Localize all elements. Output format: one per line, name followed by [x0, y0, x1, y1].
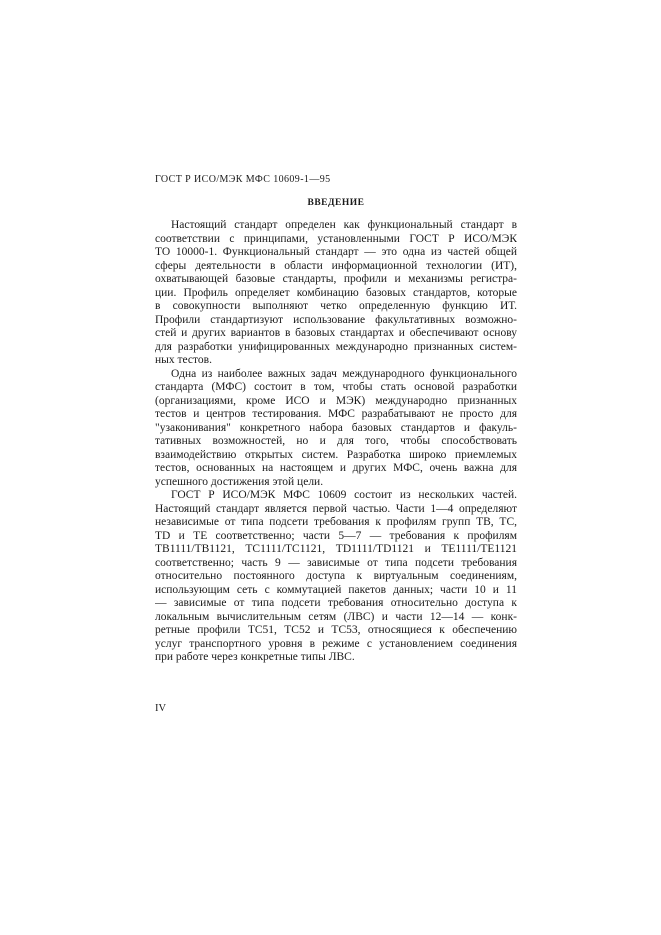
paragraph [155, 489, 517, 665]
paragraph-line: стей и других вариантов в базовых стандартах и обеспечивают основу [155, 327, 517, 339]
paragraph-line: взаимодействию открытых систем. Разработка широко приемлемых [155, 448, 517, 461]
paragraph-line: тестов и центров тестирования. МФС разрабатывают не просто для [155, 408, 517, 420]
paragraph-line: сферы деятельности в области информационной технологии (ИТ), [155, 259, 517, 272]
page-number: IV [155, 703, 167, 714]
document-body [155, 219, 517, 665]
section-title: ВВЕДЕНИЕ [307, 198, 365, 208]
paragraph-line: тестов, основанных на настоящем и других МФС, очень важна для [155, 462, 517, 474]
paragraph-line: использующим сеть с коммутацией пакетов данных; части 10 и 11 [155, 583, 517, 596]
paragraph-line: успешного достижения этой цели. [155, 475, 324, 488]
paragraph-line: соответственно; часть 9 — зависимые от типа подсети требования [155, 556, 517, 569]
paragraph-line: охватывающей базовые стандарты, профили и механизмы регистра- [155, 273, 517, 285]
paragraph-line: ции. Профиль определяет комбинацию базовых стандартов, которые [155, 286, 517, 299]
paragraph-line: при работе через конкретные типы ЛВС. [155, 651, 355, 663]
paragraph-line: Настоящий стандарт определен как функциональный стандарт в [171, 219, 517, 231]
paragraph-line: ТО 10000-1. Функциональный стандарт — это одна из частей общей [155, 246, 517, 258]
paragraph-line: услуг транспортного уровня в режиме с установлением соединения [155, 637, 517, 650]
paragraph-line: Одна из наиболее важных задач международного функционального [171, 367, 517, 380]
paragraph-line: ретные профили ТС51, ТС52 и ТС53, относящиеся к обеспечению [155, 624, 517, 636]
paragraph-line: локальным вычислительным сетям (ЛВС) и части 12—14 — конк- [155, 610, 517, 623]
paragraph-line: ных тестов. [155, 354, 212, 366]
paragraph-line: ТВ1111/ТВ1121, ТС1111/ТС1121, TD1111/TD1121 и ТЕ1111/ТЕ1121 [155, 543, 517, 555]
paragraph-line: (организациями, кроме ИСО и МЭК) международно признанных [155, 394, 517, 407]
paragraph-line: независимые от типа подсети требования к профилям групп ТВ, ТС, [155, 516, 517, 528]
paragraph-line: "узаконивания" конкретного набора базовых стандартов и факуль- [155, 421, 517, 434]
document-header: ГОСТ Р ИСО/МЭК МФС 10609-1—95 [155, 174, 331, 185]
paragraph-line: для разработки унифицированных международно признанных систем- [155, 340, 517, 353]
paragraph-line: ГОСТ Р ИСО/МЭК МФС 10609 состоит из нескольких частей. [171, 489, 517, 501]
paragraph-line: соответствии с принципами, установленными ГОСТ Р ИСО/МЭК [155, 232, 517, 245]
paragraph [155, 368, 517, 490]
paragraph-line: Профили стандартизуют использование факультативных возможно- [155, 313, 517, 326]
paragraph [155, 219, 517, 368]
paragraph-line: относительно постоянного доступа к виртуальным соединениям, [155, 570, 517, 582]
paragraph-line: тативных возможностей, но и для того, чтобы способствовать [155, 435, 517, 447]
paragraph-line: TD и ТЕ соответственно; части 5—7 — требования к профилям [155, 529, 517, 542]
paragraph-line: в совокупности выполняют четко определенную функцию ИТ. [155, 300, 517, 312]
paragraph-line: — зависимые от типа подсети требования относительно доступа к [155, 597, 517, 609]
paragraph-line: стандарта (МФС) состоит в том, чтобы стать основой разработки [155, 381, 517, 393]
paragraph-line: Настоящий стандарт является первой частью. Части 1—4 определяют [155, 502, 517, 515]
